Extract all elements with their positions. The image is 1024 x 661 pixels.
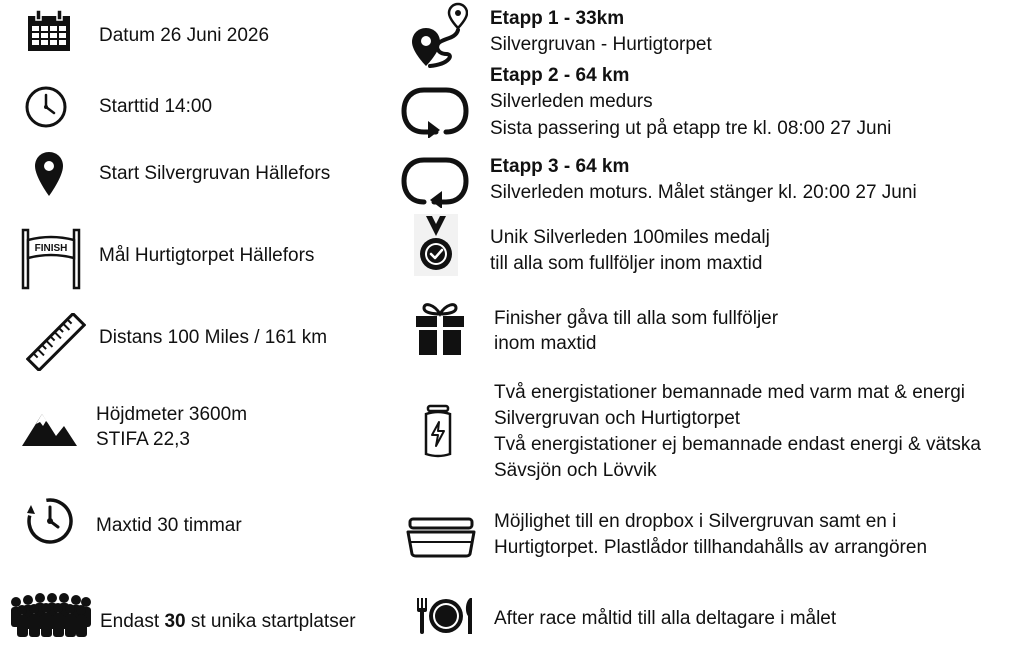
calendar-icon <box>26 9 72 53</box>
dropbox-line2: Hurtigtorpet. Plastlådor tillhandahålls av arrangören <box>494 537 928 558</box>
stage3-line1: Silverleden moturs. Målet stänger kl. 20:00 27 Juni <box>490 182 917 203</box>
gift-icon <box>414 300 466 356</box>
start-time-text: Starttid 14:00 <box>99 96 213 117</box>
stations-line1: Två energistationer bemannade med varm mat & energi <box>494 382 966 403</box>
gift-line2: inom maxtid <box>494 333 597 354</box>
max-time-text: Maxtid 30 timmar <box>96 515 242 536</box>
finish-text: Mål Hurtigtorpet Hällefors <box>99 245 315 266</box>
spots-prefix: Endast <box>100 611 165 632</box>
container-box-icon <box>406 516 476 558</box>
energy-drink-icon <box>424 404 452 458</box>
finish-banner-icon <box>20 228 82 290</box>
stations-line2: Silvergruvan och Hurtigtorpet <box>494 408 741 429</box>
stopwatch-icon <box>22 495 76 547</box>
date-text: Datum 26 Juni 2026 <box>99 25 270 46</box>
ruler-icon <box>26 313 86 371</box>
stage3-title: Etapp 3 - 64 km <box>490 156 630 177</box>
stage2-line1: Silverleden medurs <box>490 91 653 112</box>
medal-icon <box>414 214 458 276</box>
stage1-line1: Silvergruvan - Hurtigtorpet <box>490 34 712 55</box>
start-location-text: Start Silvergruvan Hällefors <box>99 163 331 184</box>
stations-line3: Två energistationer ej bemannade endast energi & vätska <box>494 434 981 455</box>
crowd-icon <box>8 592 92 638</box>
gift-line1: Finisher gåva till alla som fullföljer <box>494 308 779 329</box>
spots-text <box>100 609 356 634</box>
finish-banner-label: FINISH <box>34 243 68 254</box>
meal-text: After race måltid till alla deltagare i målet <box>494 608 837 629</box>
stage2-line2: Sista passering ut på etapp tre kl. 08:00 27 Juni <box>490 118 892 139</box>
location-pin-icon <box>34 151 64 197</box>
spots-count: 30 <box>164 611 186 632</box>
loop-clockwise-icon <box>400 82 470 138</box>
clock-icon <box>24 85 68 129</box>
stifa-text: STIFA 22,3 <box>96 429 190 450</box>
mountain-icon <box>22 408 78 448</box>
distance-text: Distans 100 Miles / 161 km <box>99 327 328 348</box>
elevation-text: Höjdmeter 3600m <box>96 404 248 425</box>
medal-line1: Unik Silverleden 100miles medalj <box>490 227 770 248</box>
medal-line2: till alla som fullföljer inom maxtid <box>490 253 763 274</box>
spots-suffix: st unika startplatser <box>185 611 356 632</box>
dropbox-line1: Möjlighet till en dropbox i Silvergruvan samt en i <box>494 511 897 532</box>
stations-line4: Sävsjön och Lövvik <box>494 460 657 481</box>
route-icon <box>410 2 468 68</box>
loop-counterclockwise-icon <box>400 152 470 208</box>
plate-cutlery-icon <box>414 596 478 636</box>
stage1-title: Etapp 1 - 33km <box>490 8 625 29</box>
stage2-title: Etapp 2 - 64 km <box>490 65 630 86</box>
